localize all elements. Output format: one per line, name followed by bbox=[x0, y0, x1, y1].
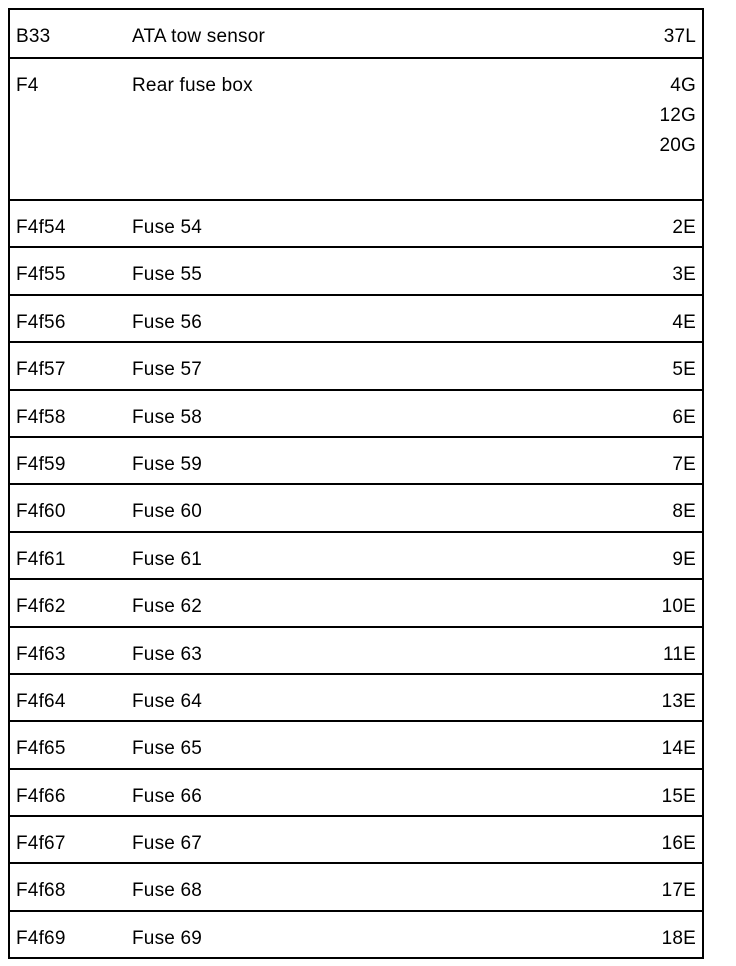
component-code: F4f56 bbox=[16, 311, 66, 333]
component-code: F4f55 bbox=[16, 264, 66, 286]
grid-locations bbox=[662, 734, 696, 764]
component-description: ATA tow sensor bbox=[132, 26, 266, 47]
component-description: Fuse 64 bbox=[132, 690, 203, 712]
component-code: F4f66 bbox=[16, 785, 66, 807]
component-description: Fuse 63 bbox=[132, 643, 203, 665]
grid-location: 8E bbox=[672, 501, 696, 523]
component-table bbox=[8, 8, 704, 959]
table-row bbox=[10, 485, 702, 532]
component-description: Fuse 65 bbox=[132, 738, 203, 760]
component-code: F4f61 bbox=[16, 548, 66, 570]
grid-location: 4G bbox=[670, 75, 696, 96]
grid-locations bbox=[662, 829, 696, 859]
component-code: F4f68 bbox=[16, 880, 66, 902]
grid-location: 12G bbox=[659, 105, 696, 126]
component-code: F4f59 bbox=[16, 453, 66, 475]
grid-locations bbox=[663, 640, 696, 670]
table-row bbox=[10, 343, 702, 390]
grid-location: 15E bbox=[661, 785, 696, 807]
component-description: Fuse 56 bbox=[132, 311, 203, 333]
grid-location: 9E bbox=[672, 548, 696, 570]
table-row bbox=[10, 770, 702, 817]
grid-locations bbox=[662, 876, 696, 906]
component-description: Fuse 59 bbox=[132, 453, 203, 475]
table-row bbox=[10, 533, 702, 580]
table-row bbox=[10, 912, 702, 959]
component-description: Fuse 58 bbox=[132, 406, 203, 428]
grid-location: 2E bbox=[672, 217, 696, 238]
table-row bbox=[10, 675, 702, 722]
table-row bbox=[10, 59, 702, 201]
component-description: Fuse 66 bbox=[132, 785, 203, 807]
grid-locations bbox=[672, 308, 696, 338]
component-code: F4f69 bbox=[16, 927, 66, 949]
component-description: Fuse 62 bbox=[132, 596, 203, 618]
grid-locations bbox=[672, 403, 696, 433]
component-code: F4f65 bbox=[16, 738, 66, 760]
grid-location: 10E bbox=[661, 596, 696, 618]
component-code: F4f57 bbox=[16, 359, 66, 381]
grid-location: 20G bbox=[659, 135, 696, 156]
grid-location: 16E bbox=[661, 833, 696, 855]
component-description: Fuse 68 bbox=[132, 880, 203, 902]
grid-location: 18E bbox=[661, 927, 696, 949]
grid-locations bbox=[672, 545, 696, 575]
grid-locations bbox=[662, 924, 696, 954]
grid-location: 3E bbox=[672, 264, 696, 286]
grid-locations bbox=[662, 687, 696, 717]
grid-location: 37L bbox=[663, 26, 696, 47]
grid-locations bbox=[672, 497, 696, 527]
grid-locations bbox=[672, 213, 696, 243]
table-row bbox=[10, 628, 702, 675]
component-code: B33 bbox=[16, 26, 51, 47]
component-description: Fuse 55 bbox=[132, 264, 203, 286]
component-code: F4f64 bbox=[16, 690, 66, 712]
component-code: F4f62 bbox=[16, 596, 66, 618]
table-row bbox=[10, 817, 702, 864]
table-row bbox=[10, 722, 702, 769]
grid-location: 13E bbox=[661, 690, 696, 712]
grid-location: 17E bbox=[661, 880, 696, 902]
table-row bbox=[10, 10, 702, 59]
component-code: F4f67 bbox=[16, 833, 66, 855]
grid-locations bbox=[672, 260, 696, 290]
grid-locations bbox=[664, 22, 696, 52]
component-description: Fuse 67 bbox=[132, 833, 203, 855]
grid-location: 11E bbox=[663, 643, 696, 665]
component-description: Fuse 69 bbox=[132, 927, 203, 949]
grid-locations bbox=[662, 592, 696, 622]
component-description: Fuse 54 bbox=[132, 217, 203, 238]
grid-location: 5E bbox=[672, 359, 696, 381]
component-code: F4 bbox=[16, 75, 39, 96]
grid-locations bbox=[659, 71, 696, 161]
table-row bbox=[10, 201, 702, 248]
component-description: Fuse 57 bbox=[132, 359, 203, 381]
table-row bbox=[10, 580, 702, 627]
grid-locations bbox=[662, 782, 696, 812]
table-row bbox=[10, 248, 702, 295]
component-code: F4f63 bbox=[16, 643, 66, 665]
component-code: F4f58 bbox=[16, 406, 66, 428]
table-row bbox=[10, 391, 702, 438]
grid-locations bbox=[672, 450, 696, 480]
grid-location: 14E bbox=[661, 738, 696, 760]
component-description: Fuse 61 bbox=[132, 548, 203, 570]
grid-location: 4E bbox=[672, 311, 696, 333]
table-row bbox=[10, 296, 702, 343]
component-code: F4f54 bbox=[16, 217, 66, 238]
table-row bbox=[10, 438, 702, 485]
component-description: Fuse 60 bbox=[132, 501, 203, 523]
component-code: F4f60 bbox=[16, 501, 66, 523]
grid-locations bbox=[672, 355, 696, 385]
grid-location: 6E bbox=[672, 406, 696, 428]
table-row bbox=[10, 864, 702, 911]
grid-location: 7E bbox=[672, 453, 696, 475]
component-description: Rear fuse box bbox=[132, 75, 253, 96]
